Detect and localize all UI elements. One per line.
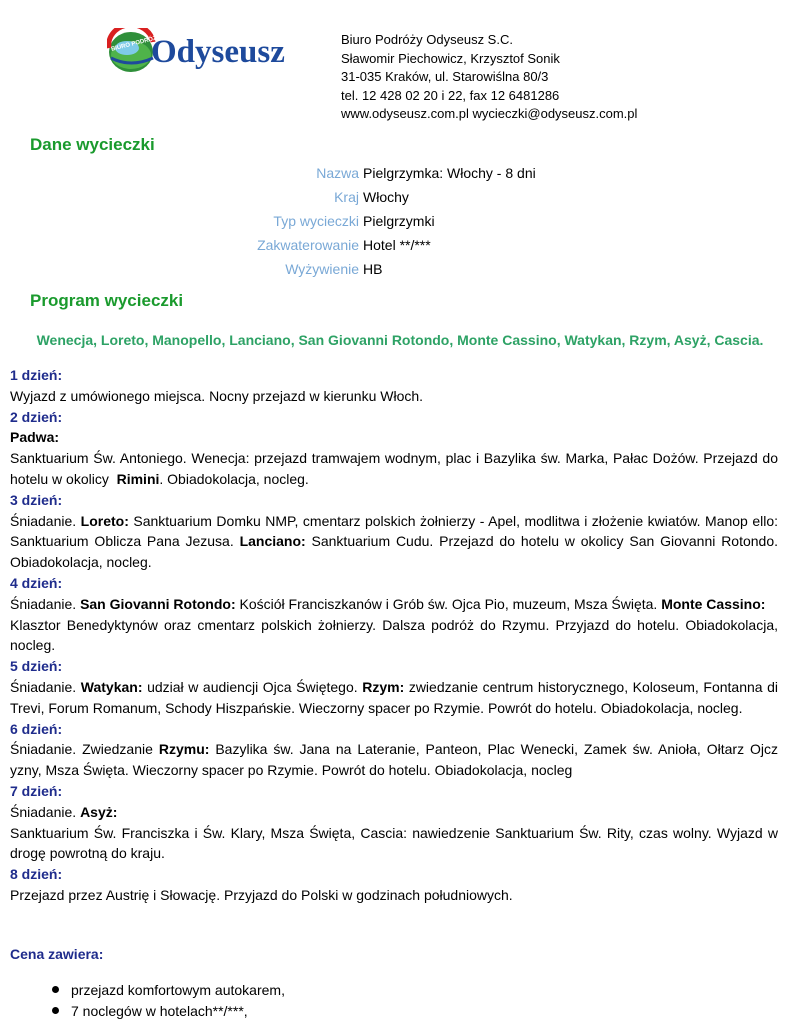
logo-emblem xyxy=(107,28,303,76)
day-text: zwiedzanie centrum historycznego, Koloseum, Fontanna di Trevi, Forum Romanum, Schody Hiszpańskie. Wieczorny spacer po Rzymie. Powrót do hotelu. Obiadokolacja, nocleg. xyxy=(10,678,779,716)
details-heading: Dane wycieczki xyxy=(30,135,155,154)
company-logo xyxy=(107,28,303,76)
program-body xyxy=(10,365,778,906)
place-name: San Giovanni Rotondo: xyxy=(80,595,236,612)
detail-row-name xyxy=(0,164,791,188)
day-title: 6 dzień: xyxy=(10,720,63,737)
place-name: Padwa: xyxy=(10,429,60,446)
route-summary: Wenecja, Loreto, Manopello, Lanciano, San Giovanni Rotondo, Monte Cassino, Watykan, Rzym, Asyż, Cascia. xyxy=(36,332,764,348)
detail-label: Wyżywienie xyxy=(285,261,359,277)
company-address: 31-035 Kraków, ul. Starowiślna 80/3 xyxy=(341,69,549,84)
company-info xyxy=(341,31,637,124)
day-text: udział w audiencji Ojca Świętego. xyxy=(142,678,358,695)
day-title: 4 dzień: xyxy=(10,574,63,591)
day-title: 5 dzień: xyxy=(10,658,63,675)
list-item-text: przejazd komfortowym autokarem, xyxy=(71,982,285,998)
company-phone: tel. 12 428 02 20 i 22, fax 12 6481286 xyxy=(341,87,560,103)
place-name: Rimini xyxy=(116,470,160,487)
day-text: Sanktuarium Św. Antoniego. Wenecja: przejazd tramwajem wodnym, plac i Bazylika św. Marka, Pałac Dożów. Przejazd do hotelu w okolicy xyxy=(10,450,778,487)
day-text: Sanktuarium Św. Franciszka i Św. Klary, Msza Święta, Cascia: nawiedzenie Sanktuarium Św. Rity, czas wolny. Wyjazd w drogę powrotną do kraju. xyxy=(10,824,778,862)
day-description xyxy=(10,739,778,781)
place-name: Watykan: xyxy=(80,678,143,695)
day-text: Sanktuarium Cudu. Przejazd do hotelu w okolicy San Giovanni Rotondo. Obiadokolacja, nocleg. xyxy=(10,533,779,571)
day-title: 1 dzień: xyxy=(10,367,63,383)
day-text: Śniadanie. xyxy=(10,512,77,529)
detail-label: Nazwa xyxy=(316,165,359,181)
detail-value: Pielgrzymka: Włochy - 8 dni xyxy=(363,165,536,181)
day-description xyxy=(10,594,778,656)
list-item xyxy=(50,980,285,1001)
detail-value: Pielgrzymki xyxy=(363,213,435,229)
day-title: 2 dzień: xyxy=(10,408,63,425)
day-text: Bazylika św. Jana na Lateranie, Panteon, Plac Wenecki, Zamek św. Anioła, Ołtarz Ojcz yzny, Msza Święta. Wieczorny spacer po Rzymie. Powrót do hotelu. Obiadokolacja, nocleg xyxy=(10,741,778,779)
logo-arc-text: BIURO PODRÓŻY xyxy=(110,34,162,53)
detail-label: Zakwaterowanie xyxy=(257,237,359,253)
day-title: 8 dzień: xyxy=(10,866,63,883)
bullet-icon xyxy=(52,986,59,993)
place-name: Lanciano: xyxy=(239,533,306,550)
day-description xyxy=(10,386,778,407)
detail-label: Typ wycieczki xyxy=(273,213,359,229)
day-text: Śniadanie. xyxy=(10,678,77,695)
bullet-icon xyxy=(52,1007,59,1014)
place-name: Asyż: xyxy=(80,803,118,820)
place-name: Rzymu: xyxy=(158,741,210,758)
day-text: Wyjazd z umówionego miejsca. Nocny przejazd w kierunku Włoch. xyxy=(10,387,424,404)
place-name: Loreto: xyxy=(80,512,129,529)
detail-row-country xyxy=(0,188,791,212)
list-item xyxy=(50,1001,285,1022)
day-text: Sanktuarium Domku NMP, cmentarz polskich żołnierzy - Apel, modlitwa i złożenie kwiatów. Manop ello: Sanktuarium Oblicza Pana Jezusa. xyxy=(10,512,778,550)
company-owners: Sławomir Piechowicz, Krzysztof Sonik xyxy=(341,50,560,66)
company-web-email: www.odyseusz.com.pl wycieczki@odyseusz.com.pl xyxy=(341,106,638,121)
detail-row-type xyxy=(0,212,791,236)
detail-value: Włochy xyxy=(363,189,409,205)
list-item-text: 7 noclegów w hotelach**/***, xyxy=(71,1002,248,1019)
trip-details xyxy=(0,164,791,284)
day-text: Śniadanie. xyxy=(10,803,77,820)
day-description xyxy=(10,511,778,573)
day-text: . Obiadokolacja, nocleg. xyxy=(159,470,309,487)
day-description xyxy=(10,885,778,906)
day-description xyxy=(10,427,778,489)
detail-label: Kraj xyxy=(334,189,359,205)
detail-value: HB xyxy=(363,261,383,277)
day-description xyxy=(10,802,778,864)
detail-row-accommodation xyxy=(0,236,791,260)
day-text: Kościół Franciszkanów i Grób św. Ojca Pio, muzeum, Msza Święta. xyxy=(235,595,658,612)
place-name: Monte Cassino: xyxy=(661,595,766,612)
day-title: 3 dzień: xyxy=(10,491,63,508)
day-text: Klasztor Benedyktynów oraz cmentarz polskich żołnierzy. Dalsza podróż do Rzymu. Przyjazd do hotelu. Obiadokolacja, nocleg. xyxy=(10,616,778,654)
day-text: Śniadanie. xyxy=(10,595,77,612)
day-text: Śniadanie. Zwiedzanie xyxy=(10,741,153,758)
logo-wordmark: Odyseusz xyxy=(151,34,285,70)
price-includes-heading: Cena zawiera: xyxy=(10,946,104,962)
detail-value: Hotel **/*** xyxy=(363,237,431,253)
day-text: Przejazd przez Austrię i Słowację. Przyjazd do Polski w godzinach południowych. xyxy=(10,886,513,903)
detail-row-board xyxy=(0,260,791,284)
price-includes-list xyxy=(50,980,285,1021)
place-name: Rzym: xyxy=(362,678,405,695)
day-description xyxy=(10,677,778,719)
company-name: Biuro Podróży Odyseusz S.C. xyxy=(341,32,513,47)
program-heading: Program wycieczki xyxy=(30,291,184,310)
day-title: 7 dzień: xyxy=(10,782,63,799)
